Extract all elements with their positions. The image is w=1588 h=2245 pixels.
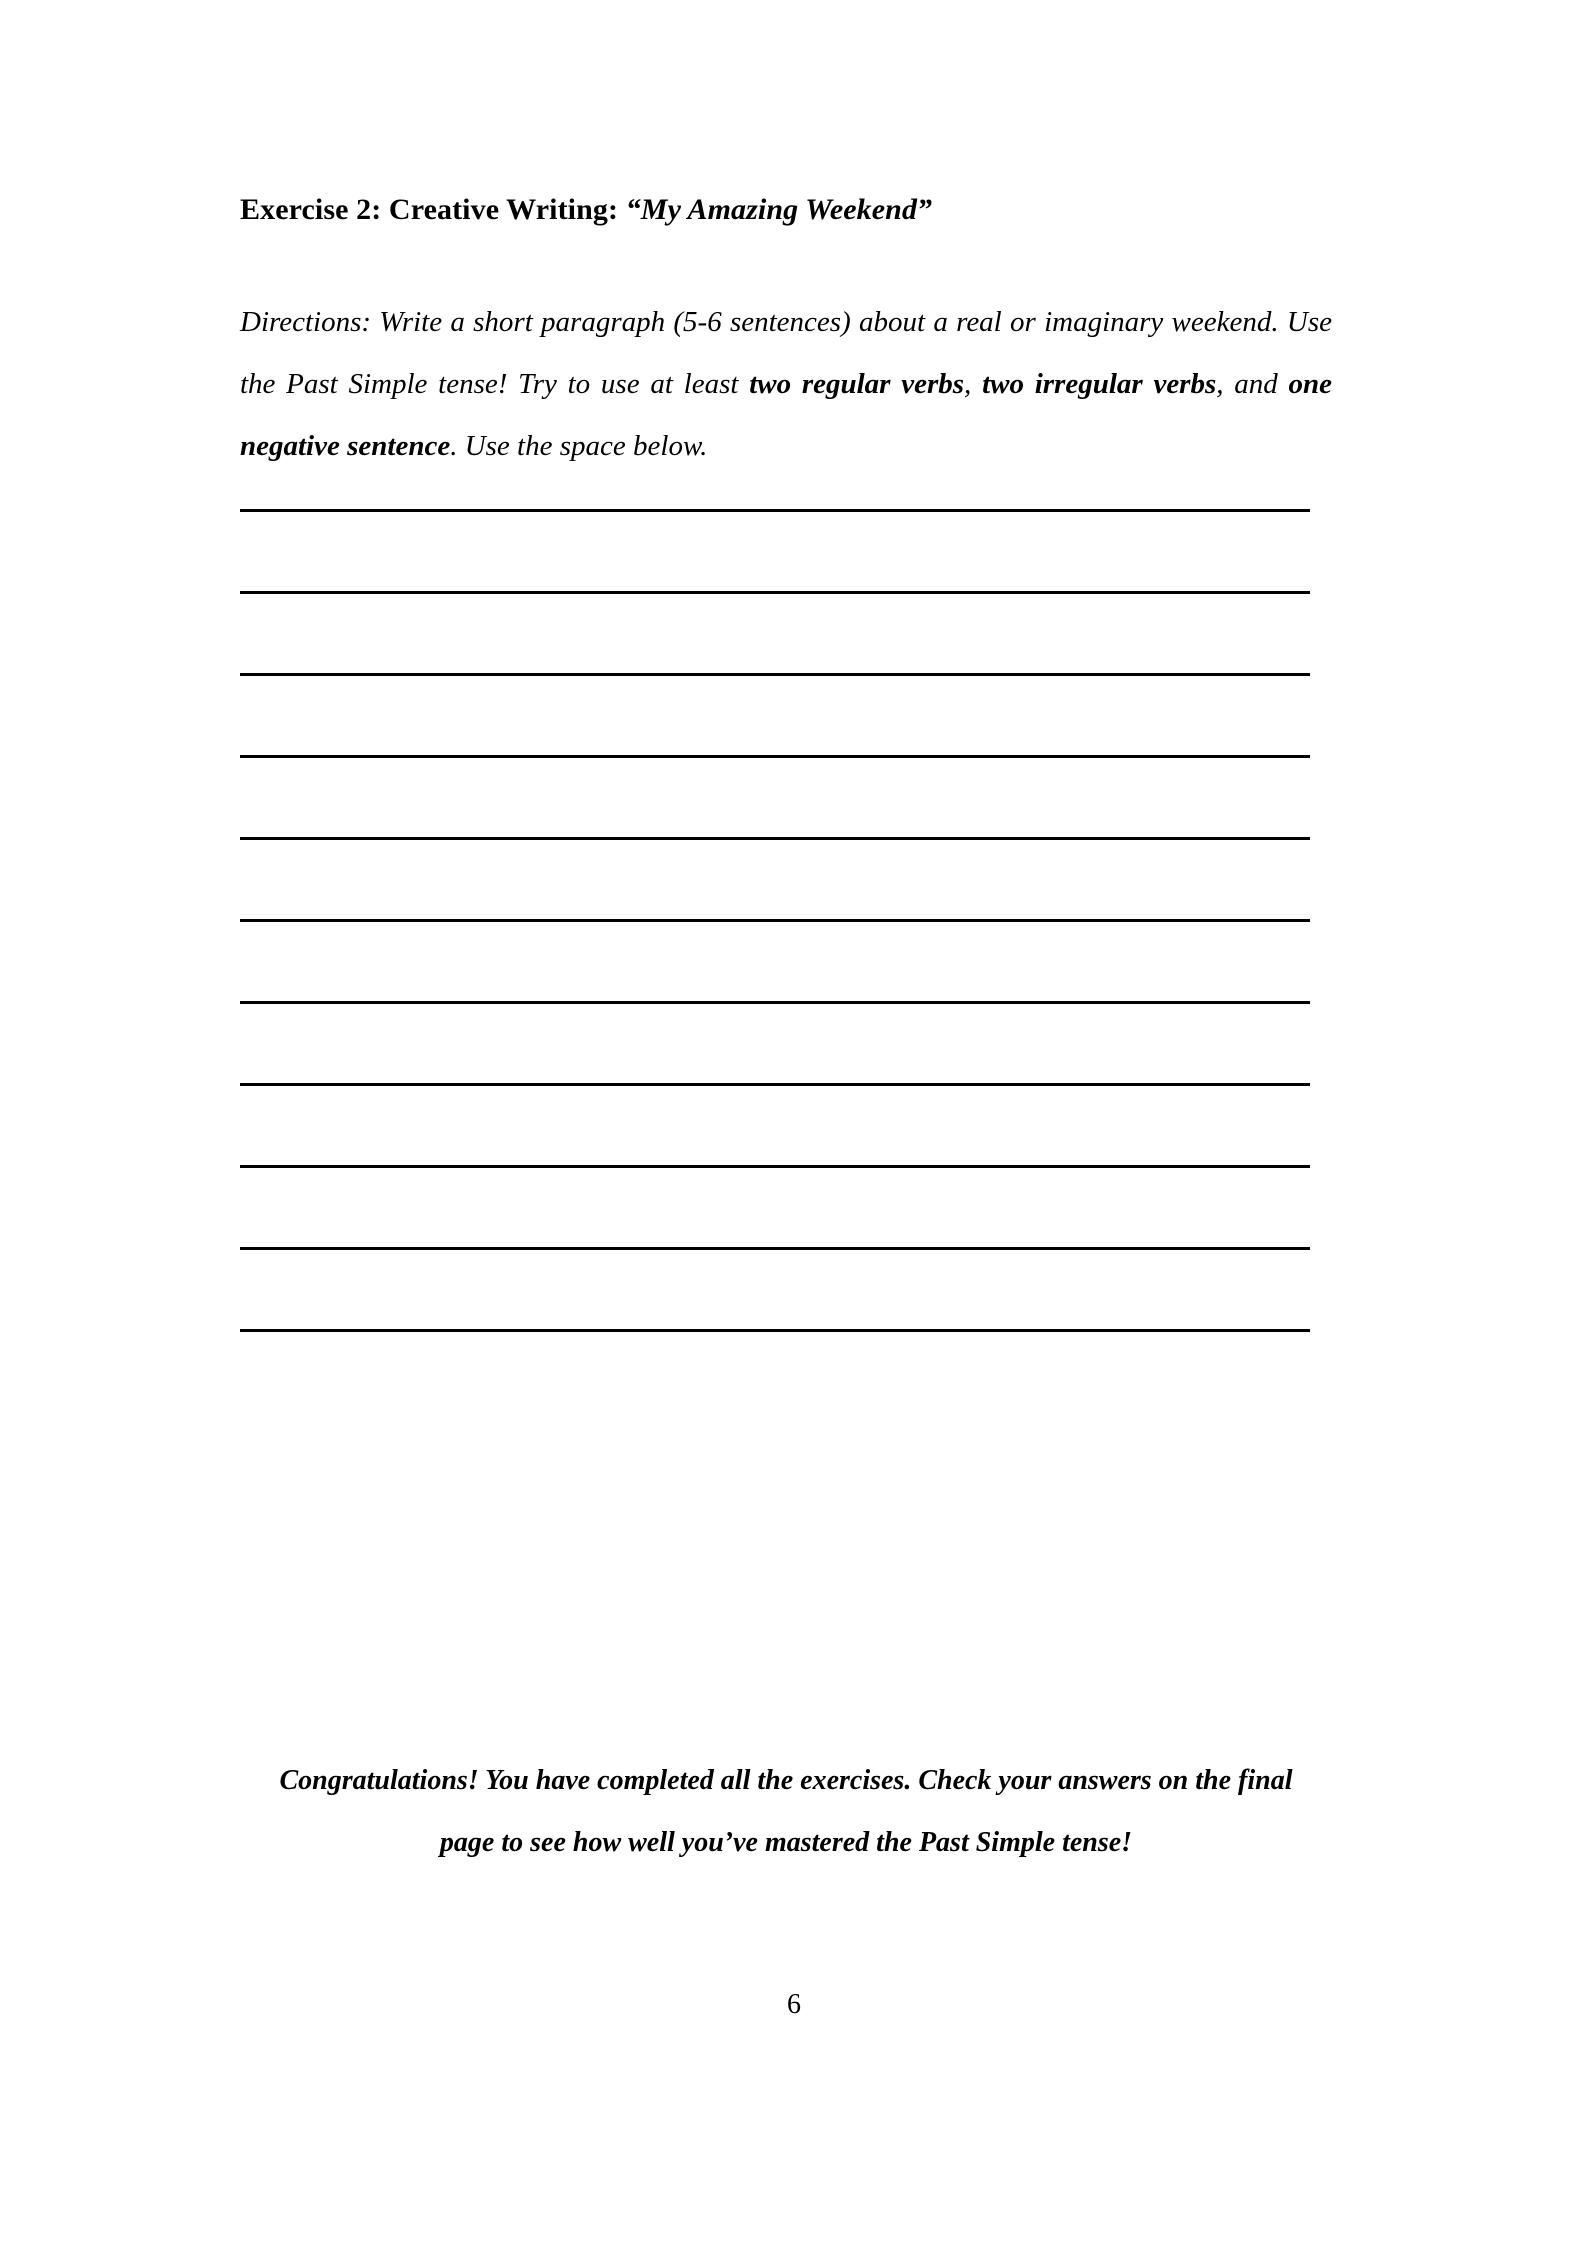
directions-segment-2: , (964, 368, 983, 400)
answer-line[interactable] (240, 1083, 1310, 1086)
answer-line[interactable] (240, 837, 1310, 840)
exercise-heading-prefix: Exercise 2: Creative Writing: (240, 193, 626, 226)
answer-line[interactable] (240, 1247, 1310, 1250)
answer-line[interactable] (240, 1001, 1310, 1004)
directions-bold-regular-verbs: two regular verbs (749, 368, 965, 400)
answer-line[interactable] (240, 919, 1310, 922)
answer-line[interactable] (240, 673, 1310, 676)
answer-line[interactable] (240, 755, 1310, 758)
answer-line[interactable] (240, 1329, 1310, 1332)
directions-segment-4: . Use the space below. (450, 430, 708, 462)
closing-congratulations-note: Congratulations! You have completed all the exercises. Check your answers on the final page to see how well you’ve mastered the Past Simple tense! (279, 1765, 1293, 1858)
answer-line[interactable] (240, 509, 1310, 512)
directions-bold-irregular-verbs: two irregular verbs (982, 368, 1217, 400)
answer-line[interactable] (240, 1165, 1310, 1168)
answer-lines-area[interactable] (240, 509, 1310, 1332)
exercise-heading (240, 190, 1332, 230)
directions-bold-negative-sentence: one negative sentence (240, 368, 1333, 462)
directions-paragraph (240, 291, 1332, 477)
directions-segment-3: , and (1216, 368, 1289, 400)
answer-line[interactable] (240, 591, 1310, 594)
exercise-heading-title: “My Amazing Weekend” (625, 193, 933, 226)
directions-segment-1: Directions: Write a short paragraph (5-6 sentences) about a real or imaginary weekend. Use the Past Simple tense! Try to use at least (240, 306, 1332, 400)
page-number: 6 (787, 1989, 801, 2020)
